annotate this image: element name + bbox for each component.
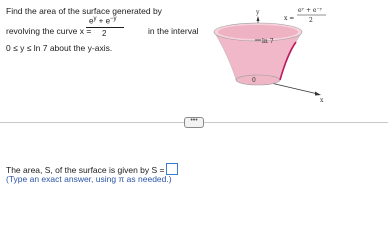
y-axis-arrow-icon — [257, 16, 260, 21]
ln7-label: ln 7 — [262, 38, 274, 45]
figure-eq-prefix: x = — [284, 15, 295, 22]
curve-fraction — [86, 16, 126, 40]
curve-numerator — [89, 16, 117, 26]
curve-num-exp2: −y — [110, 16, 117, 22]
x-axis-arrow-icon — [315, 92, 321, 96]
curve-num-e1: e — [89, 16, 94, 26]
curve-denominator: 2 — [102, 29, 107, 38]
answer-hint: (Type an exact answer, using π as needed.) — [6, 174, 172, 184]
answer-prompt-text: The area, S, of the surface is given by S = — [6, 165, 165, 175]
fraction-bar — [86, 27, 124, 28]
question-line-1: Find the area of the surface generated by — [6, 6, 162, 16]
curve-num-plus: + e — [96, 16, 111, 26]
figure-eq-numerator: eʸ + e⁻ʸ — [298, 7, 323, 14]
curve-num-exp1: y — [93, 16, 97, 22]
more-button[interactable]: ••• — [184, 117, 204, 128]
x-axis-label: x — [320, 97, 324, 104]
surface-top-inner — [218, 25, 298, 39]
origin-label: 0 — [252, 77, 256, 84]
figure-eq-denominator: 2 — [309, 17, 313, 24]
question-line-2-prefix: revolving the curve x = — [6, 26, 92, 36]
question-line-2-suffix: in the interval — [148, 26, 199, 36]
y-axis-label: y — [256, 9, 260, 16]
surface-bottom-rim — [236, 75, 280, 85]
surface-figure — [200, 2, 388, 108]
question-line-3: 0 ≤ y ≤ ln 7 about the y-axis. — [6, 43, 113, 53]
